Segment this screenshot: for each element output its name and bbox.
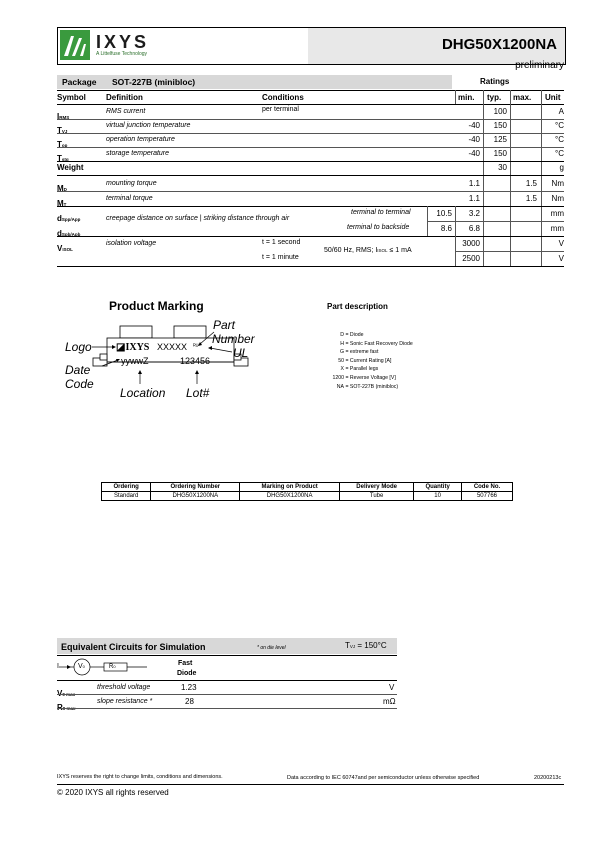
- fast-diode-col-2: Diode: [177, 670, 197, 677]
- row-definition: mounting torque: [106, 180, 157, 187]
- list-item: H = Sonic Fast Recovery Diode: [340, 340, 413, 347]
- creepage-min-1: 3.2: [468, 209, 480, 218]
- creepage-symbol-2: dSpb/Apb: [57, 229, 81, 238]
- isolation-cond-1: t = 1 second: [262, 239, 301, 246]
- isolation-note: 50/60 Hz, RMS; IISOL ≤ 1 mA: [324, 247, 412, 254]
- package-name: SOT-227B (minibloc): [112, 77, 196, 87]
- row-max: 1.5: [525, 194, 537, 203]
- isolation-unit-2: V: [558, 254, 564, 263]
- part-number-title: DHG50X1200NA: [441, 36, 557, 53]
- table-row: Tstg: [57, 154, 69, 163]
- creepage-unit-2: mm: [550, 224, 564, 233]
- isolation-min-1: 3000: [462, 239, 480, 248]
- table-header-row: [102, 483, 513, 492]
- table-row: Top: [57, 140, 68, 149]
- row-max: 1.5: [525, 179, 537, 188]
- part-description-title: Part description: [327, 302, 388, 311]
- table-cell: DHG50X1200NA: [151, 492, 240, 501]
- product-marking-title: Product Marking: [109, 299, 204, 313]
- footer-revision: 20200213c: [534, 775, 562, 781]
- marking-arrows: [60, 300, 260, 390]
- list-item: NA = SOT-227B (minibloc): [336, 383, 399, 390]
- row-definition: storage temperature: [106, 150, 170, 157]
- company-tagline: A Littelfuse Technology: [96, 51, 148, 57]
- label-location: Location: [120, 386, 166, 400]
- creepage-min-2: 6.8: [468, 224, 480, 233]
- eq-row-v0-def: threshold voltage: [97, 684, 151, 691]
- part-description-list: [330, 323, 480, 390]
- row-unit: Nm: [551, 194, 564, 203]
- row-min: 1.1: [468, 179, 480, 188]
- row-min: 1.1: [468, 194, 480, 203]
- chip-lot-number: 123456: [180, 356, 211, 366]
- isolation-definition: isolation voltage: [106, 240, 157, 247]
- row-max: 150: [493, 149, 507, 158]
- header-cell: Marking on Product: [240, 483, 340, 492]
- col-symbol: Symbol: [57, 93, 86, 102]
- tvj-condition: TVJ = 150°C: [345, 641, 387, 650]
- label-number: Number: [212, 332, 255, 346]
- isolation-unit-1: V: [558, 239, 564, 248]
- col-definition: Definition: [106, 93, 143, 102]
- col-typ: typ.: [487, 93, 502, 102]
- row-unit: °C: [555, 149, 564, 158]
- ratings-label: Ratings: [480, 77, 510, 86]
- row-unit: g: [559, 163, 564, 172]
- fast-diode-col-1: Fast: [178, 660, 193, 667]
- footer-copyright: © 2020 IXYS all rights reserved: [57, 788, 169, 797]
- list-item: 1200 = Reverse Voltage [V]: [332, 374, 396, 381]
- row-max: 125: [493, 135, 507, 144]
- table-cell: DHG50X1200NA: [240, 492, 340, 501]
- ixys-logo-icon: [60, 30, 90, 60]
- list-item: G = extreme fast: [339, 349, 379, 356]
- package-label: Package: [62, 77, 97, 87]
- row-definition: operation temperature: [106, 136, 175, 143]
- row-typ: 30: [498, 163, 507, 172]
- table-row: TVJ: [57, 126, 68, 135]
- row-min: -40: [468, 121, 480, 130]
- row-unit: A: [558, 107, 564, 116]
- table-cell: 10: [414, 492, 462, 501]
- on-die-note: * on die level: [257, 645, 286, 651]
- label-lot: Lot#: [186, 386, 210, 400]
- row-definition: terminal torque: [106, 195, 153, 202]
- col-conditions: Conditions: [262, 93, 304, 102]
- row-condition: per terminal: [262, 106, 299, 113]
- v0-label: V0: [78, 663, 85, 670]
- col-min: min.: [458, 93, 475, 102]
- creepage-definition: creepage distance on surface | striking distance through air: [106, 215, 290, 222]
- header-cell: Delivery Mode: [340, 483, 414, 492]
- chip-part-xxxxx: XXXXX: [157, 342, 188, 352]
- table-row: MD: [57, 184, 67, 193]
- weight-label: Weight: [57, 163, 84, 172]
- r0-label: R0: [109, 664, 116, 670]
- creepage-symbol-1: dSpp/App: [57, 214, 81, 223]
- table-row: MT: [57, 199, 67, 208]
- footer-disclaimer: IXYS reserves the right to change limits, conditions and dimensions.: [57, 774, 223, 780]
- table-cell: Tube: [340, 492, 414, 501]
- isolation-cond-2: t = 1 minute: [262, 254, 299, 261]
- list-item: D = Diode: [340, 332, 364, 338]
- list-item: X = Parallel legs: [340, 366, 379, 373]
- table-cell: 507766: [461, 492, 512, 501]
- company-name: IXYS: [96, 32, 150, 52]
- row-min: -40: [468, 149, 480, 158]
- row-min: -40: [468, 135, 480, 144]
- creepage-cond-1: terminal to terminal: [351, 209, 411, 216]
- eq-row-r0-value: 28: [185, 697, 194, 706]
- chip-date-code: yywwZ: [121, 356, 149, 366]
- creepage-unit-1: mm: [550, 209, 564, 218]
- footer-data-note: Data according to IEC 60747and per semiconductor unless otherwise specified: [287, 775, 480, 781]
- row-unit: Nm: [551, 179, 564, 188]
- row-unit: °C: [555, 121, 564, 130]
- eq-row-v0-unit: V: [389, 683, 395, 692]
- table-cell: Standard: [102, 492, 151, 501]
- row-unit: °C: [555, 135, 564, 144]
- creepage-value-2: 8.6: [440, 224, 452, 233]
- row-max: 100: [493, 107, 507, 116]
- label-logo: Logo: [65, 340, 92, 354]
- table-row: [102, 492, 513, 501]
- ordering-table: [101, 482, 513, 501]
- header-cell: Code No.: [461, 483, 512, 492]
- col-unit: Unit: [545, 93, 561, 102]
- eq-row-r0-unit: mΩ: [383, 697, 396, 706]
- header-cell: Ordering: [102, 483, 151, 492]
- isolation-symbol: VISOL: [57, 244, 73, 253]
- header-cell: Quantity: [414, 483, 462, 492]
- label-code: Code: [65, 377, 94, 391]
- creepage-value-1: 10.5: [436, 209, 452, 218]
- col-max: max.: [513, 93, 532, 102]
- current-label: I: [57, 663, 59, 670]
- eq-row-v0: V0 max: [57, 689, 76, 698]
- status-preliminary: preliminary: [515, 60, 564, 71]
- label-part: Part: [213, 318, 236, 332]
- isolation-min-2: 2500: [462, 254, 480, 263]
- row-definition: virtual junction temperature: [106, 122, 191, 129]
- label-ul: UL: [233, 346, 249, 360]
- eq-row-v0-value: 1.23: [181, 683, 197, 692]
- creepage-cond-2: terminal to backside: [347, 224, 410, 231]
- table-row: IRMS: [57, 112, 70, 121]
- eq-row-r0: R0 max: [57, 703, 76, 712]
- ul-mark-icon: ᴿᵁ: [193, 344, 199, 350]
- label-date: Date: [65, 363, 91, 377]
- chip-logo: ◪IXYS: [116, 342, 150, 353]
- header-cell: Ordering Number: [151, 483, 240, 492]
- row-max: 150: [493, 121, 507, 130]
- datasheet-header: [57, 27, 566, 65]
- row-definition: RMS current: [106, 108, 146, 115]
- eq-row-r0-def: slope resistance *: [97, 698, 153, 705]
- list-item: 50 = Current Rating [A]: [338, 357, 392, 364]
- equivalent-circuits-title: Equivalent Circuits for Simulation: [61, 642, 206, 652]
